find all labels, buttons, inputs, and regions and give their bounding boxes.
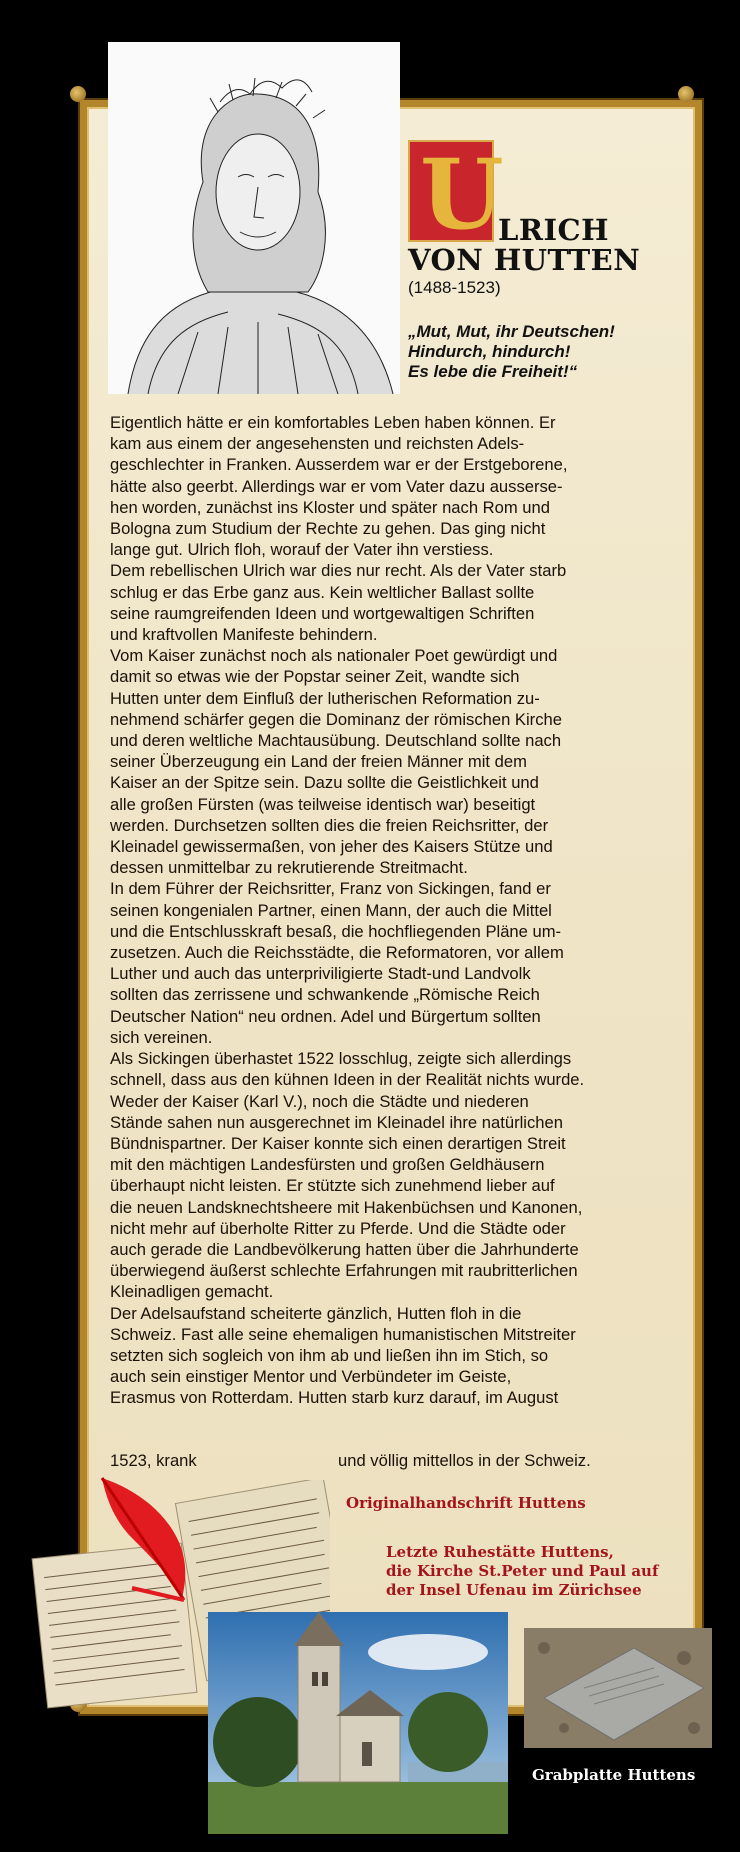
body-line: werden. Durchsetzen sollten dies die freien Reichsritter, der <box>110 815 549 835</box>
body-line: auch gerade die Landbevölkerung hatten über die Jahrhunderte <box>110 1239 579 1259</box>
body-line: mit den mächtigen Landesfürsten und großen Geldhäusern <box>110 1155 545 1175</box>
body-line: Deutscher Nation“ neu ordnen. Adel und Bürgertum sollten <box>110 1006 541 1026</box>
caption-grave: Grabplatte Huttens <box>532 1766 696 1784</box>
body-last-line-left: 1523, krank <box>110 1451 197 1470</box>
initial-letter: U <box>420 138 504 251</box>
body-line: kam aus einem der angesehensten und reichsten Adels- <box>110 434 525 454</box>
body-line: seinen kongenialen Partner, einen Mann, der auch die Mittel <box>110 900 552 920</box>
body-line: setzten sich sogleich von ihm ab und ließen ihn im Stich, so <box>110 1345 549 1365</box>
caption-church-line: der Insel Ufenau im Zürichsee <box>386 1581 642 1599</box>
quote-line: „Mut, Mut, ihr Deutschen! <box>408 322 615 341</box>
quote-line: Hindurch, hindurch! <box>408 342 571 361</box>
portrait-image <box>108 42 400 394</box>
body-last-line-right: und völlig mittellos in der Schweiz. <box>338 1451 591 1470</box>
body-line: Als Sickingen überhastet 1522 losschlug, zeigte sich allerdings <box>110 1049 572 1069</box>
grave-slab-photo <box>524 1628 712 1748</box>
illuminated-initial <box>408 138 504 251</box>
body-line: nehmend schärfer gegen die Dominanz der römischen Kirche <box>110 709 562 729</box>
body-line: Weder der Kaiser (Karl V.), noch die Städte und niederen <box>110 1091 529 1111</box>
name-line-2: VON HUTTEN <box>408 243 641 277</box>
body-line: die neuen Landsknechtsheere mit Hakenbüchsen und Kanonen, <box>110 1197 583 1217</box>
body-line: Vom Kaiser zunächst noch als nationaler Poet gewürdigt und <box>110 646 558 666</box>
body-line: und kraftvollen Manifeste behindern. <box>110 625 378 645</box>
caption-church-line: die Kirche St.Peter und Paul auf <box>386 1562 659 1580</box>
caption-church-line: Letzte Ruhestätte Huttens, <box>386 1543 614 1561</box>
body-line: Kleinadel gewissermaßen, von jeher des Kaisers Stütze und <box>110 837 553 857</box>
body-line: seine raumgreifenden Ideen und wortgewaltigen Schriften <box>110 603 535 623</box>
body-line: hen worden, zunächst ins Kloster und später nach Rom und <box>110 497 550 517</box>
body-line: sich vereinen. <box>110 1027 213 1047</box>
body-line: Bologna zum Studium der Rechte zu gehen. Das ging nicht <box>110 519 546 539</box>
quill-feather-icon <box>92 1468 202 1608</box>
body-line: hätte also geerbt. Allerdings war er vom Vater dazu ausserse- <box>110 476 563 496</box>
body-line: und die Entschlusskraft besaß, die hochfliegenden Pläne um- <box>110 921 562 941</box>
church-photo <box>208 1612 508 1834</box>
body-line: Hutten unter dem Einfluß der lutherischen Reformation zu- <box>110 688 540 708</box>
body-line: und deren weltliche Machtausübung. Deutschland sollte nach <box>110 731 562 751</box>
body-line: damit so etwas wie der Popstar seiner Zeit, wandte sich <box>110 667 520 687</box>
body-line: nicht mehr auf überholte Ritter zu Pferde. Und die Städte oder <box>110 1218 566 1238</box>
body-line: überwiegend äußerst schlechte Erfahrungen mit raubritterlichen <box>110 1261 578 1281</box>
quote-line: Es lebe die Freiheit!“ <box>408 362 578 381</box>
caption-church <box>386 1543 658 1600</box>
frame-corner-ornament <box>70 86 86 102</box>
body-line: auch sein einstiger Mentor und Verbündeter im Geiste, <box>110 1367 512 1387</box>
body-line: alle großen Fürsten (was teilweise identisch war) beseitigt <box>110 794 536 814</box>
name-line-1: LRICH <box>498 213 610 247</box>
body-line: Erasmus von Rotterdam. Hutten starb kurz darauf, im August <box>110 1388 559 1408</box>
body-line: Kleinadligen gemacht. <box>110 1282 274 1302</box>
body-line: dessen unmittelbar zu rekrutierende Streitmacht. <box>110 858 468 878</box>
body-line: schnell, dass aus den kühnen Ideen in der Realität nichts wurde. <box>110 1070 585 1090</box>
body-line: Eigentlich hätte er ein komfortables Leben haben können. Er <box>110 413 556 432</box>
body-line: lange gut. Ulrich floh, worauf der Vater ihn verstiess. <box>110 540 494 560</box>
body-line: Bündnispartner. Der Kaiser konnte sich einen derartigen Streit <box>110 1133 566 1153</box>
body-line: zusetzen. Auch die Reichsstädte, die Reformatoren, vor allem <box>110 943 564 963</box>
frame-corner-ornament <box>678 86 694 102</box>
body-line: Luther und auch das unterpriviligierte Stadt-und Landvolk <box>110 964 531 984</box>
body-line: schlug er das Erbe ganz aus. Kein weltlicher Ballast sollte <box>110 582 535 602</box>
body-line: überhaupt nicht leisten. Er stützte sich zunehmend lieber auf <box>110 1176 555 1196</box>
body-line: Dem rebellischen Ulrich war dies nur recht. Als der Vater starb <box>110 561 567 581</box>
body-line: Kaiser an der Spitze sein. Dazu sollte die Geistlichkeit und <box>110 773 539 793</box>
caption-handwriting: Originalhandschrift Huttens <box>346 1494 586 1512</box>
body-line: geschlechter in Franken. Ausserdem war er der Erstgeborene, <box>110 455 568 475</box>
body-line: Der Adelsaufstand scheiterte gänzlich, Hutten floh in die <box>110 1303 522 1323</box>
body-line: In dem Führer der Reichsritter, Franz von Sickingen, fand er <box>110 879 551 899</box>
body-line: seiner Überzeugung ein Land der freien Männer mit dem <box>110 752 527 772</box>
life-years: (1488-1523) <box>408 278 501 297</box>
biography-text <box>110 412 680 1409</box>
body-line: sollten das zerrissene und schwankende „Römische Reich <box>110 985 540 1005</box>
body-line: Schweiz. Fast alle seine ehemaligen humanistischen Mitstreiter <box>110 1324 576 1344</box>
body-line: Stände sahen nun ausgerechnet im Kleinadel ihre natürlichen <box>110 1112 563 1132</box>
quote <box>408 322 678 382</box>
